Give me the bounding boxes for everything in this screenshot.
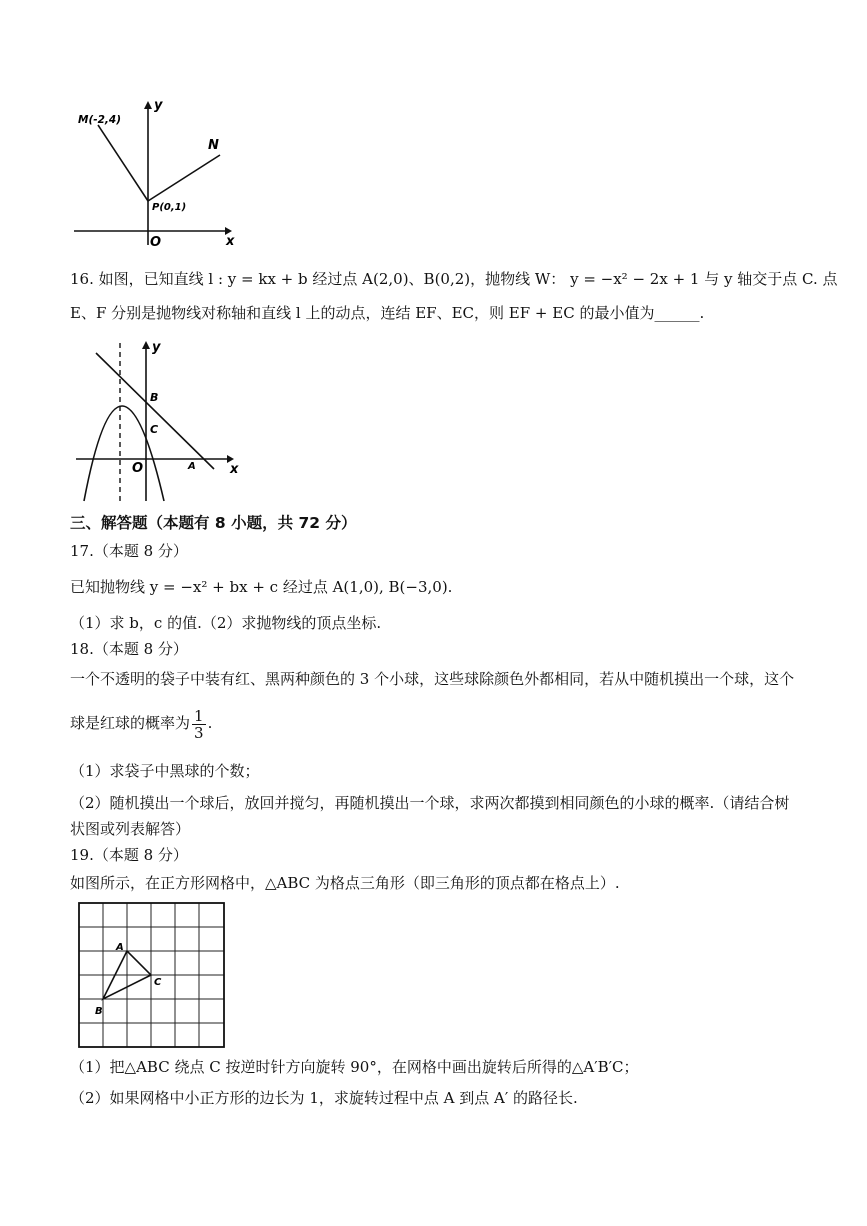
q18-body-2 (70, 705, 212, 741)
label-y: y (154, 98, 163, 113)
q16-line-1: 16. 如图，已知直线 l : y = kx + b 经过点 A(2,0)、B(0,2)，抛物线 W： y = −x² − 2x + 1 与 y 轴交于点 C. 点 (70, 270, 838, 288)
figure-16-graph (72, 335, 247, 505)
q18-part-2a: （2）随机摸出一个球后，放回并搅匀，再随机摸出一个球，求两次都摸到相同颜色的小球的概率.（请结合树 (70, 794, 790, 812)
label-n: N (208, 138, 219, 153)
q19-heading: 19.（本题 8 分） (70, 846, 188, 864)
q18-body-2-prefix: 球是红球的概率为 (70, 714, 191, 732)
ray-pn (148, 155, 220, 201)
label-origin: O (132, 461, 144, 476)
q18-heading: 18.（本题 8 分） (70, 640, 188, 658)
q19-part-1: （1）把△ABC 绕点 C 按逆时针方向旋转 90°，在网格中画出旋转后所得的△A′B′C； (70, 1058, 639, 1076)
q19-part-2: （2）如果网格中小正方形的边长为 1，求旋转过程中点 A 到点 A′ 的路径长. (70, 1089, 578, 1107)
q17-body: 已知抛物线 y = −x² + bx + c 经过点 A(1,0), B(−3,0). (70, 578, 453, 596)
figure-15-graph (70, 95, 250, 255)
label-c: C (154, 977, 162, 988)
label-origin: O (150, 235, 162, 250)
label-a: A (116, 942, 124, 953)
label-b: B (95, 1006, 103, 1017)
y-axis-arrow (144, 101, 152, 109)
label-c: C (150, 423, 159, 436)
parabola-w (84, 406, 164, 501)
fraction-denominator: 3 (194, 723, 204, 742)
fraction-numerator: 1 (194, 706, 204, 725)
label-b: B (150, 391, 159, 404)
label-p: P(0,1) (152, 202, 187, 213)
q17-parts: （1）求 b，c 的值.（2）求抛物线的顶点坐标. (70, 614, 382, 632)
q19-body: 如图所示，在正方形网格中，△ABC 为格点三角形（即三角形的顶点都在格点上）. (70, 874, 620, 892)
q18-part-2b: 状图或列表解答） (70, 820, 191, 838)
q18-body-1: 一个不透明的袋子中装有红、黑两种颜色的 3 个小球，这些球除颜色外都相同，若从中随机摸出一个球，这个 (70, 670, 795, 688)
q18-body-2-suffix: . (207, 714, 213, 732)
label-y: y (152, 340, 161, 355)
section-3-title: 三、解答题（本题有 8 小题，共 72 分） (70, 514, 357, 532)
q18-part-1: （1）求袋子中黑球的个数； (70, 762, 260, 780)
y-axis-arrow (142, 341, 150, 349)
q16-line-2: E、F 分别是抛物线对称轴和直线 l 上的动点，连结 EF、EC，则 EF + EC 的最小值为______. (70, 304, 705, 322)
ray-pm (98, 125, 148, 201)
fraction-one-third (192, 708, 206, 741)
label-a: A (188, 461, 196, 472)
label-m: M(-2,4) (78, 114, 122, 126)
figure-19-grid (74, 900, 234, 1054)
q17-heading: 17.（本题 8 分） (70, 542, 188, 560)
label-x: x (230, 462, 239, 477)
label-x: x (226, 234, 235, 249)
